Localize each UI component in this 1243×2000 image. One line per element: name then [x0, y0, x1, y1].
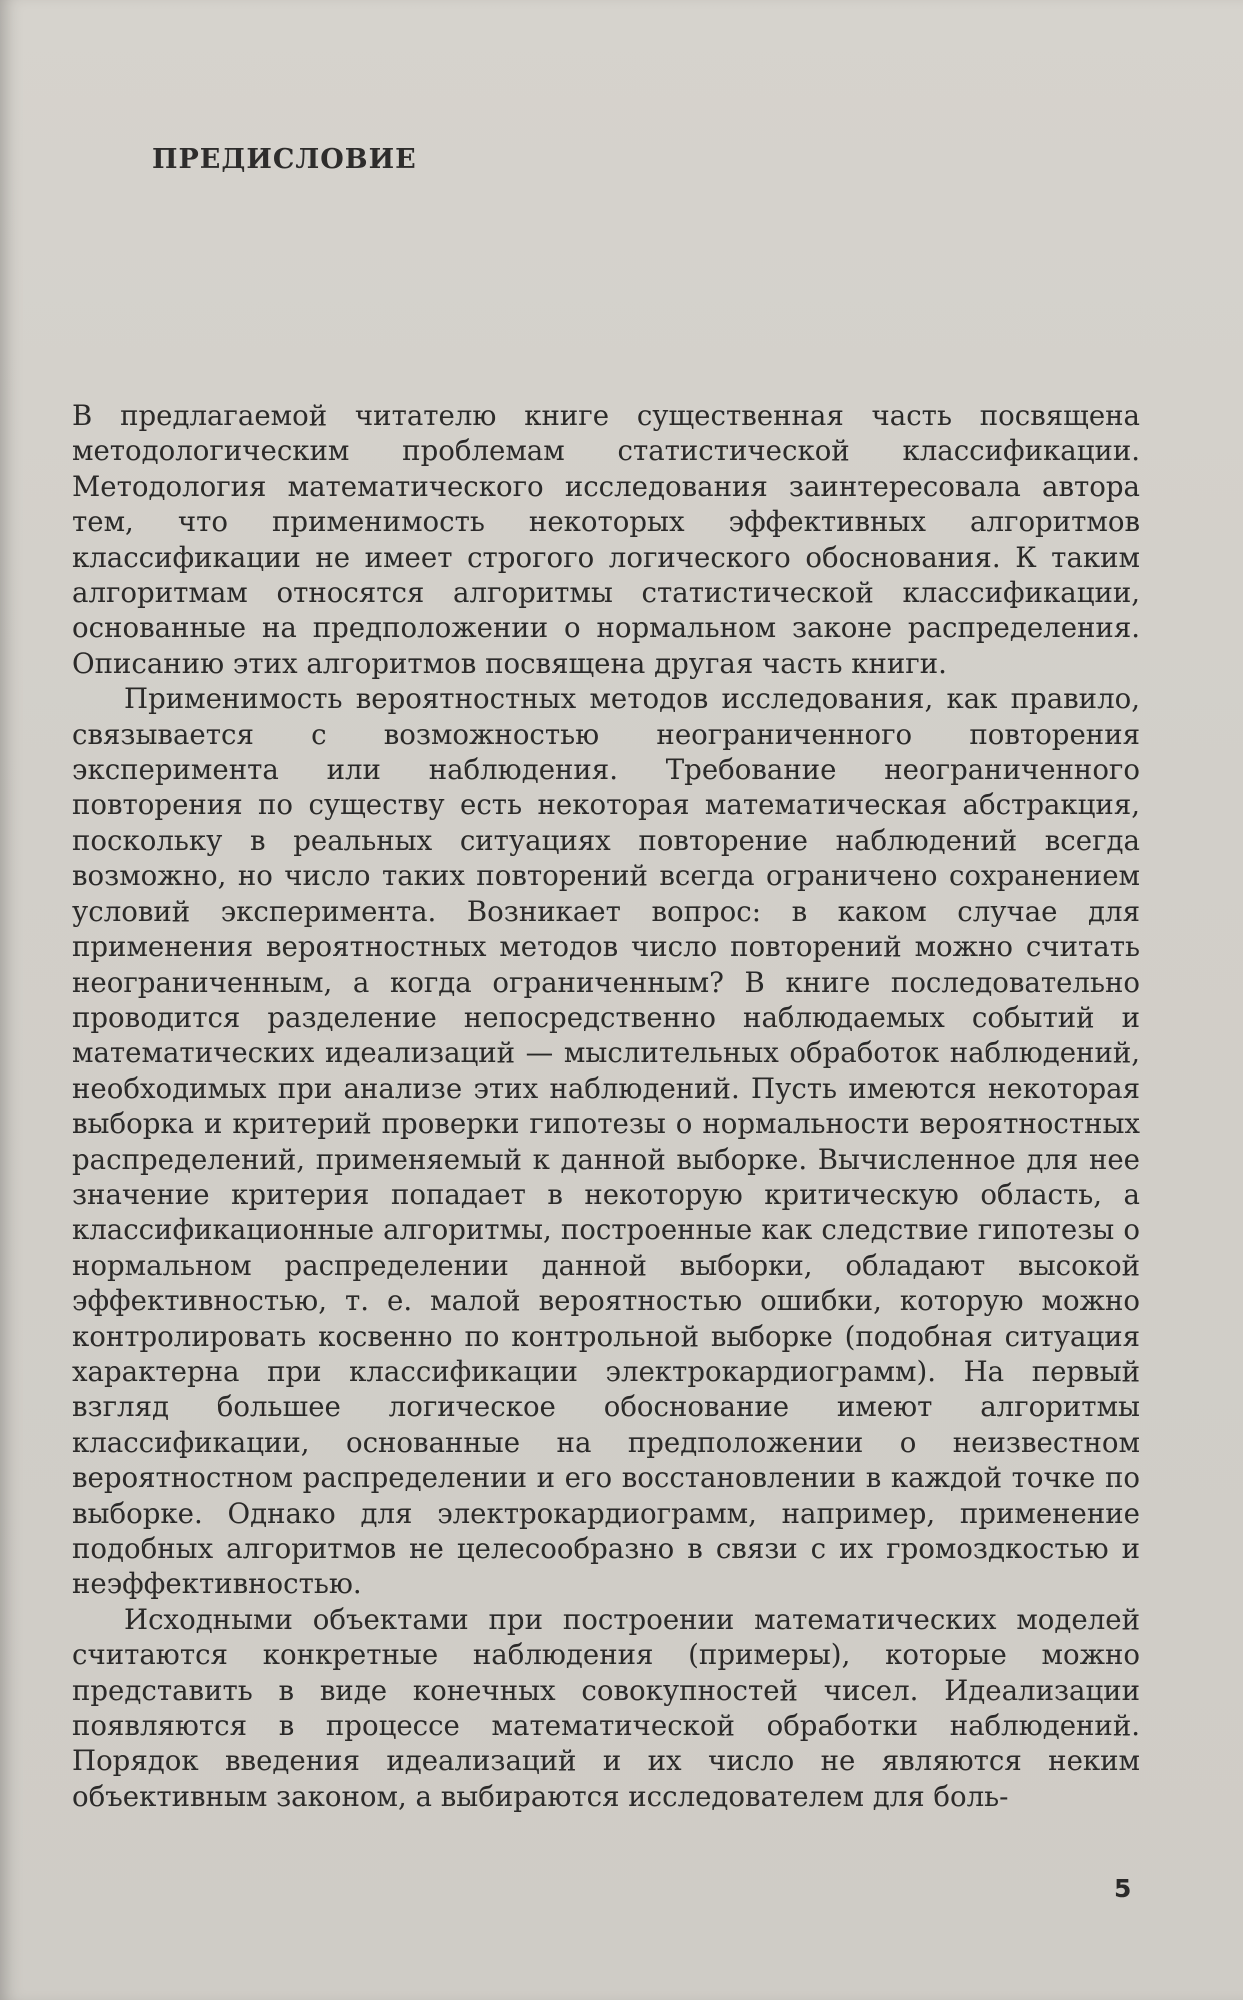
page-heading: ПРЕДИСЛОВИЕ — [152, 144, 417, 175]
paragraph: В предлагаемой читателю книге существенная часть посвящена методологическим проблемам статистической классификации. Методология математического исследования заинтересовала автора тем, что применимость некоторых эффективных алгоритмов классификации не имеет строгого логического обоснования. К таким алгоритмам относятся алгоритмы статистической классификации, основанные на предположении о нормальном законе распределения. Описанию этих алгоритмов посвящена другая часть книги. — [72, 399, 1140, 680]
paragraph: Исходными объектами при построении математических моделей считаются конкретные наблюдения (примеры), которые можно представить в виде конечных совокупностей чисел. Идеализации появляются в процессе математической обработки наблюдений. Порядок введения идеализаций и их число не являются неким объективным законом, а выбираются исследователем для боль- — [72, 1602, 1140, 1813]
paragraph: Применимость вероятностных методов исследования, как правило, связывается с возможностью неограниченного повторения эксперимента или наблюдения. Требование неограниченного повторения по существу есть некоторая математическая абстракция, поскольку в реальных ситуациях повторение наблюдений всегда возможно, но число таких повторений всегда ограничено сохранением условий эксперимента. Возникает вопрос: в каком случае для применения вероятностных методов число повторений можно считать неограниченным, а когда ограниченным? В книге последовательно проводится разделение непосредственно наблюдаемых событий и математических идеализаций — мыслительных обработок наблюдений, необходимых при анализе этих наблюдений. Пусть имеются некоторая выборка и критерий проверки гипотезы о нормальности вероятностных распределений, применяемый к данной выборке. Вычисленное для нее значение критерия попадает в некоторую критическую область, а классификационные алгоритмы, построенные как следствие гипотезы о нормальном распределении данной выборки, обладают высокой эффективностью, т. е. малой вероятностью ошибки, которую можно контролировать косвенно по контрольной выборке (подобная ситуация характерна при классификации электрокардиограмм). На первый взгляд большее логическое обоснование имеют алгоритмы классификации, основанные на предположении о неизвестном вероятностном распределении и его восстановлении в каждой точке по выборке. Однако для электрокардиограмм, например, применение подобных алгоритмов не целесообразно в связи с их громоздкостью и неэффективностью. — [72, 682, 1140, 1601]
body-text — [72, 398, 1140, 1814]
page-number: 5 — [1114, 1874, 1132, 1903]
